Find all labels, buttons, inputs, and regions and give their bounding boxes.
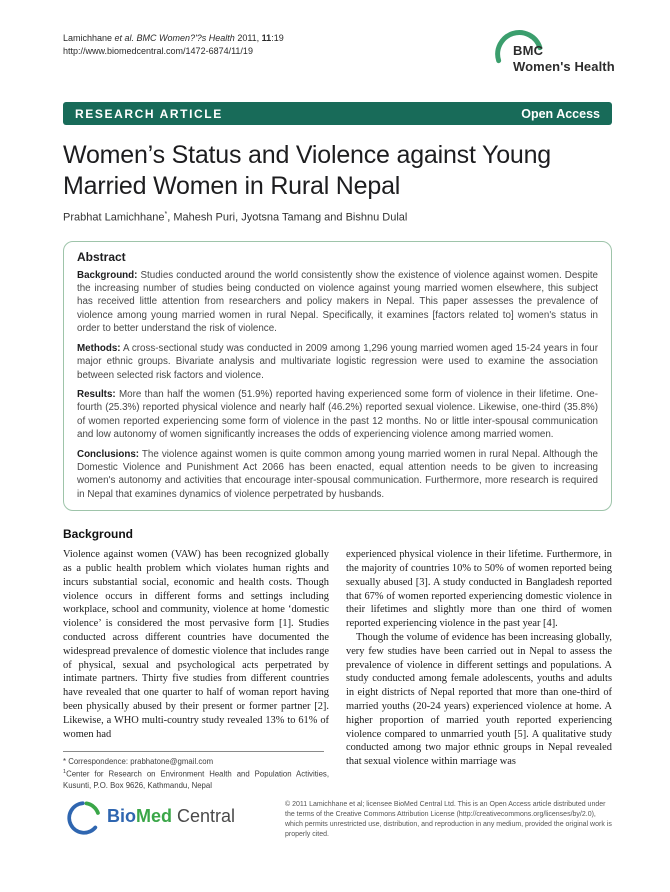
affiliation-line: $^1$Center for Research on Environment Health and Population Activities, Kusunti, P.O. Box 9626, Kathmandu, Nepal bbox=[63, 769, 329, 790]
correspondence-line: * Correspondence: prabhatone@gmail.com bbox=[63, 757, 214, 767]
page-footer bbox=[63, 797, 612, 841]
footnote-block bbox=[63, 751, 329, 791]
footnote-divider bbox=[63, 751, 324, 752]
abstract-heading: Abstract bbox=[77, 249, 126, 264]
right-column bbox=[346, 548, 612, 791]
article-url: http://www.biomedcentral.com/1472-6874/11/19 bbox=[63, 46, 253, 56]
abstract-box bbox=[63, 241, 612, 512]
bmc-logo-text: BMC bbox=[513, 43, 544, 58]
title-line-2: Married Women in Rural Nepal bbox=[63, 172, 401, 200]
page-header bbox=[63, 30, 615, 86]
correspondence-email: prabhatone@gmail.com bbox=[130, 757, 214, 767]
left-column bbox=[63, 548, 329, 791]
citation-line: Lamichhane et al. BMC Women?'?s Health 2011, 11:19 bbox=[63, 33, 284, 43]
journal-name-text: Women's Health bbox=[513, 59, 615, 74]
citation-block bbox=[63, 30, 284, 58]
open-access-label: Open Access bbox=[521, 106, 600, 121]
biomed-central-wordmark: BioMed Central bbox=[107, 805, 236, 826]
biomed-central-logo bbox=[63, 797, 285, 841]
two-column-body bbox=[63, 548, 612, 791]
body-paragraph: experienced physical violence in their lifetime. Furthermore, in the majority of countries 10% to 50% of women reported being sexually abused [3]. A study conducted in Bangladesh reported that 67% of women reported experiencing domestic violence in their lifetimes and slightly more than one third of women reported experiencing violence in the past year [4]. bbox=[346, 549, 612, 630]
research-article-label: RESEARCH ARTICLE bbox=[75, 106, 223, 121]
bmc-journal-logo bbox=[492, 26, 615, 82]
abstract-results: Results: More than half the women (51.9%) reported having experienced some form of violence in their lifetime. One-fourth (25.3%) reported physical violence and nearly half (46.2%) reported sexual violence. Likewise, one-third (35.8%) of women reported experiencing some form of violence in the past 12 months. No or little inter-spousal communication and low autonomy of women significantly increases the odds of experiencing violence among married women. bbox=[77, 388, 598, 441]
article-title bbox=[63, 140, 612, 202]
abstract-conclusions: Conclusions: The violence against women is quite common among young married women in rural Nepal. Although the Domestic Violence and Punishment Act 2066 has been enacted, equal attention needs to be given to increasing women's autonomy and activities that encourage inter-spousal communication. Furthermore, more research is required in Nepal that examines dynamics of violence perpetrated by husbands. bbox=[77, 448, 598, 500]
corresponding-author-mark: * bbox=[164, 211, 168, 218]
article-type-banner bbox=[63, 102, 612, 125]
abstract-background: Background: Studies conducted around the world consistently show the existence of violence against women. Despite the increasing number of studies being conducted on violence against young married women elsewhere, this subject has received little attention from researchers and policy makers in Nepal. This paper assesses the prevalence of violence among young married women in rural Nepal. Specifically, it examines [factors related to] women's status in order to better understand the risk of violence. bbox=[77, 269, 598, 335]
author-list: Prabhat Lamichhane*, Mahesh Puri, Jyotsna Tamang and Bishnu Dulal bbox=[63, 211, 408, 224]
body-paragraph: Violence against women (VAW) has been recognized globally as a public health problem which violates human rights and incurs substantial social, economic and health costs. Though violence occurs in different forms and settings including workplace, school and community, violence at home ‘domestic violence’ is considered the most pervasive form [1]. Studies conducted across different countries have documented the widespread prevalence of domestic violence that includes range of physical, sexual and psychological acts perpetrated by intimate partners. Thirty five studies from different countries have revealed that one quarter to half of woman report having been physically abused by their present or former partner [2]. Likewise, a WHO multi-country study revealed 13% to 61% of women had bbox=[63, 549, 329, 740]
copyright-notice: © 2011 Lamichhane et al; licensee BioMed Central Ltd. This is an Open Access article distributed under the terms of the Creative Commons Attribution License (http://creativecommons.org/licenses/by/2.0), which permits unrestricted use, distribution, and reproduction in any medium, provided the original work is properly cited. bbox=[285, 800, 612, 838]
section-heading-background: Background bbox=[63, 527, 134, 542]
body-paragraph: Though the volume of evidence has been increasing globally, very few studies have been carried out in Nepal to assess the prevalence of violence in different settings and populations. A study conducted among female adolescents, youths and adults in eight districts of Nepal reported that more than one-third of married youths (20-24 years) experienced violence at home. A higher proportion of married youth reported experiencing violence compared to unmarried youth [5]. A qualitative study conducted among two major ethnic groups in Nepal revealed that sexual violence within marriage was bbox=[346, 631, 612, 768]
abstract-methods: Methods: A cross-sectional study was conducted in 2009 among 1,296 young married women aged 15-24 years in four major ethnic groups. Bivariate analysis and multivariate logistic regression were used to examine the association between selected risk factors and violence. bbox=[77, 342, 598, 381]
title-line-1: Women’s Status and Violence against Young bbox=[63, 141, 552, 169]
